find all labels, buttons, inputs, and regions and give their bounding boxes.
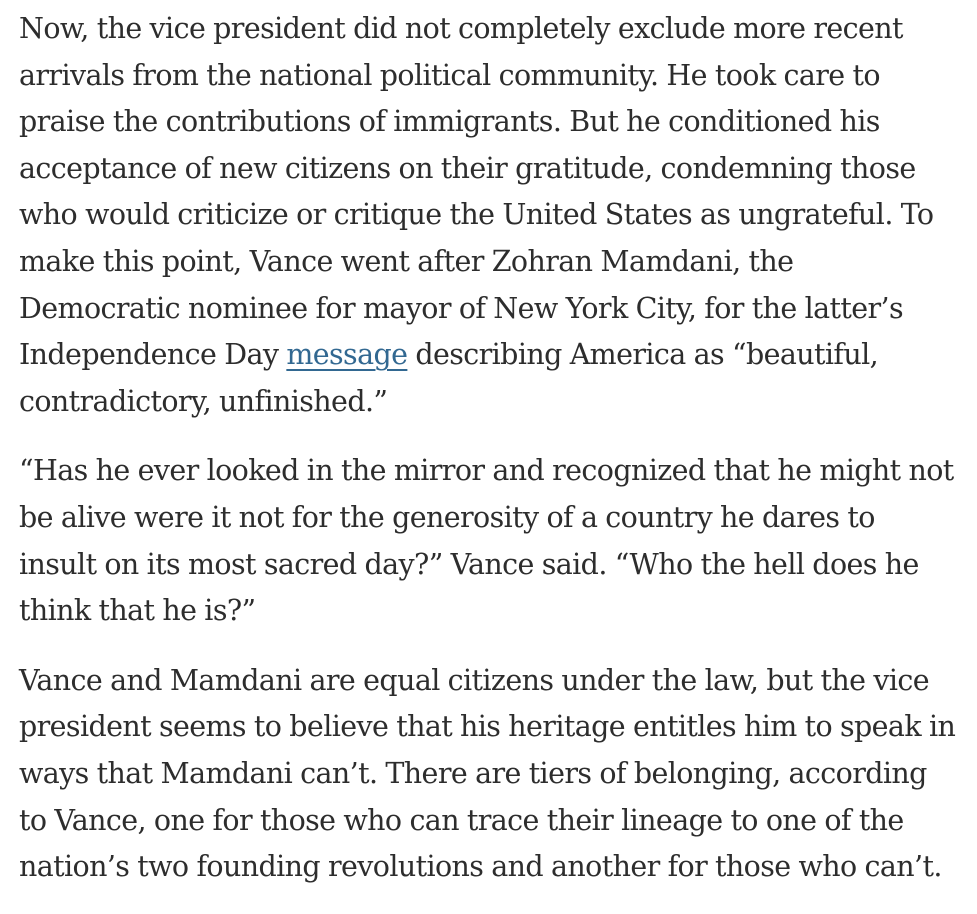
text-line-with-link xyxy=(19,332,964,379)
text-line: who would criticize or critique the United States as ungrateful. To xyxy=(19,198,934,232)
text-line: Now, the vice president did not completely exclude more recent xyxy=(19,12,903,45)
text-line: acceptance of new citizens on their gratitude, condemning those xyxy=(19,151,916,185)
paragraph-1 xyxy=(19,6,964,425)
text-line: “Has he ever looked in the mirror and recognized that he might not xyxy=(19,454,954,488)
text-line: be alive were it not for the generosity of a country he dares to xyxy=(19,500,875,534)
text-line: nation’s two founding revolutions and another for those who can’t. xyxy=(19,850,942,884)
text-line: Democratic nominee for mayor of New York City, for the latter’s xyxy=(19,291,904,325)
text-line: contradictory, unfinished.” xyxy=(19,384,388,418)
text-line: make this point, Vance went after Zohran Mamdani, the xyxy=(19,244,794,278)
text-line: president seems to believe that his heritage entitles him to speak in xyxy=(19,710,956,744)
text-line: insult on its most sacred day?” Vance said. “Who the hell does he xyxy=(19,547,919,581)
text-line: praise the contributions of immigrants. But he conditioned his xyxy=(19,105,880,139)
article-body xyxy=(19,6,964,914)
text-line: think that he is?” xyxy=(19,594,256,628)
text-line: arrivals from the national political community. He took care to xyxy=(19,58,880,92)
text-line: to Vance, one for those who can trace their lineage to one of the xyxy=(19,803,904,837)
text-line: ways that Mamdani can’t. There are tiers of belonging, according xyxy=(19,756,927,790)
text-line: Vance and Mamdani are equal citizens under the law, but the vice xyxy=(19,663,930,697)
link-line-prefix: Independence Day xyxy=(19,338,287,372)
message-link[interactable]: message xyxy=(286,338,408,372)
paragraph-2 xyxy=(19,448,964,634)
paragraph-3 xyxy=(19,658,964,891)
link-line-suffix: describing America as “beautiful, xyxy=(407,338,879,372)
